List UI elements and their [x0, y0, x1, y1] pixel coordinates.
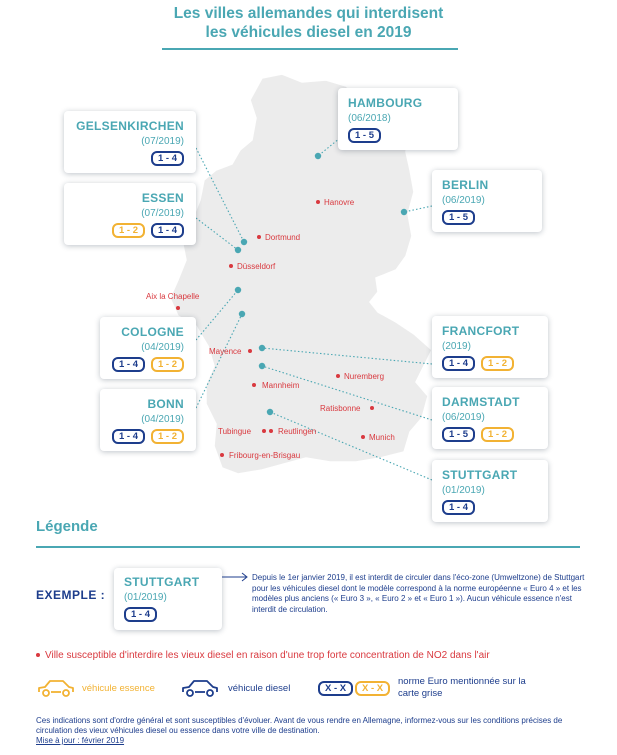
diesel-norm-badge: 1 - 4 [151, 151, 184, 166]
city-label: Aix la Chapelle [146, 292, 200, 301]
ban-date: (04/2019) [141, 342, 184, 353]
legend-title: Légende [36, 518, 98, 535]
city-card-darmstadt [432, 387, 548, 449]
diesel-norm-badge: 1 - 4 [112, 429, 145, 444]
dot-stuttgart [267, 409, 273, 415]
example-card [114, 568, 222, 630]
city-label: Dortmund [265, 233, 301, 242]
city-label: Munich [369, 433, 395, 442]
example-city-name: STUTTGART [124, 575, 200, 589]
legend-rule [36, 546, 580, 548]
city-label: Hanovre [324, 198, 355, 207]
city-card-cologne [100, 317, 196, 379]
diesel-norm-badge: 1 - 4 [151, 223, 184, 238]
ban-date: (06/2019) [442, 412, 485, 423]
dot-munich [361, 435, 365, 439]
diesel-norm-badge: 1 - 5 [348, 128, 381, 143]
dot-darmstadt [259, 363, 265, 369]
dot-mayence [248, 349, 252, 353]
city-card-francfort [432, 316, 548, 378]
essence-car-icon [36, 678, 76, 698]
title-line-2: les véhicules diesel en 2019 [205, 24, 412, 41]
footer [36, 716, 596, 746]
essence-norm-badge: 1 - 2 [112, 223, 145, 238]
city-name: DARMSTADT [442, 395, 520, 409]
essence-norm-badge: 1 - 2 [481, 356, 514, 371]
dot-tubingue [262, 429, 266, 433]
ban-date: (2019) [442, 341, 471, 352]
city-label: Nuremberg [344, 372, 385, 381]
diesel-norm-badge: 1 - 5 [442, 210, 475, 225]
dot-ratisbonne [370, 406, 374, 410]
city-label: Düsseldorf [237, 262, 276, 271]
city-label: Ratisbonne [320, 404, 361, 413]
city-card-hambourg [338, 88, 458, 150]
essence-norm-badge: 1 - 2 [151, 357, 184, 372]
dot-gelsenkirchen [241, 239, 247, 245]
city-name: ESSEN [141, 191, 184, 205]
ban-date: (04/2019) [141, 414, 184, 425]
essence-norm-sample-badge: X - X [355, 681, 390, 696]
dot-cologne [235, 287, 241, 293]
diesel-norm-sample-badge: X - X [318, 681, 353, 696]
essence-norm-badge: 1 - 2 [481, 427, 514, 442]
city-card-berlin [432, 170, 542, 232]
city-card-gelsenkirchen [64, 111, 196, 173]
dot-hanovre [316, 200, 320, 204]
diesel-norm-badge: 1 - 4 [442, 356, 475, 371]
ban-date: (06/2019) [442, 195, 485, 206]
example-arrow-icon [222, 572, 252, 582]
dot-dusseldorf [229, 264, 233, 268]
ban-date: (07/2019) [141, 208, 184, 219]
dot-nuremberg [336, 374, 340, 378]
ban-date: (07/2019) [141, 136, 184, 147]
dot-francfort [259, 345, 265, 351]
city-name: FRANCFORT [442, 324, 520, 338]
city-name: BERLIN [442, 178, 489, 192]
dot-mannheim [252, 383, 256, 387]
example-date: (01/2019) [124, 592, 167, 603]
potential-city-note [36, 650, 490, 661]
norm-legend-label: norme Euro mentionnée sur la carte grise [398, 676, 526, 699]
city-label: Mayence [209, 347, 242, 356]
diesel-legend-label: véhicule diesel [228, 683, 291, 694]
city-label: Tubingue [218, 427, 252, 436]
essence-norm-badge: 1 - 2 [151, 429, 184, 444]
city-label: Mannheim [262, 381, 300, 390]
example-description: Depuis le 1er janvier 2019, il est interdit de circuler dans l'éco-zone (Umweltzone) de Stuttgart pour les véhicules diesel dont le modèle correspond à la norme européenne « Euro 4 » et les modèles plus anciens (« Euro 3 », « Euro 2 » et « Euro 1 »). Aucun véhicule essence n'est interdit de circulation. [252, 573, 585, 614]
city-label: Fribourg-en-Brisgau [229, 451, 301, 460]
ban-date: (06/2018) [348, 113, 391, 124]
example-label: EXEMPLE : [36, 588, 106, 602]
diesel-norm-badge: 1 - 4 [112, 357, 145, 372]
city-name: BONN [147, 397, 184, 411]
dot-fribourg [220, 453, 224, 457]
ban-date: (01/2019) [442, 485, 485, 496]
dot-hambourg [315, 153, 321, 159]
title-line-1: Les villes allemandes qui interdisent [173, 5, 444, 22]
essence-legend-label: véhicule essence [82, 683, 155, 694]
city-card-essen [64, 183, 196, 245]
footer-disclaimer: Ces indications sont d'ordre général et sont susceptibles d'évoluer. Avant de vous rendre en Allemagne, informez-vous sur les conditions précises de circulation des vieux véhicules diesel ou essence dans votre ville de destination. [36, 716, 563, 735]
diesel-car-icon [180, 678, 220, 698]
city-name: HAMBOURG [348, 96, 423, 110]
diesel-norm-badge: 1 - 4 [442, 500, 475, 515]
city-card-bonn [100, 389, 196, 451]
dot-aix [176, 306, 180, 310]
city-label: Reutlingen [278, 427, 317, 436]
dot-dortmund [257, 235, 261, 239]
dot-essen [235, 247, 241, 253]
city-name: STUTTGART [442, 468, 518, 482]
diesel-norm-badge: 1 - 5 [442, 427, 475, 442]
city-card-stuttgart [432, 460, 548, 522]
city-name: GELSENKIRCHEN [76, 119, 184, 133]
dot-berlin [401, 209, 407, 215]
dot-reutlingen [269, 429, 273, 433]
dot-bonn [239, 311, 245, 317]
red-dot-icon [36, 653, 40, 657]
example-norm-badge: 1 - 4 [124, 607, 157, 622]
footer-updated: Mise à jour : février 2019 [36, 736, 125, 745]
note-text: Ville susceptible d'interdire les vieux diesel en raison d'une trop forte concentration de NO2 dans l'air [45, 650, 490, 661]
city-name: COLOGNE [121, 325, 184, 339]
